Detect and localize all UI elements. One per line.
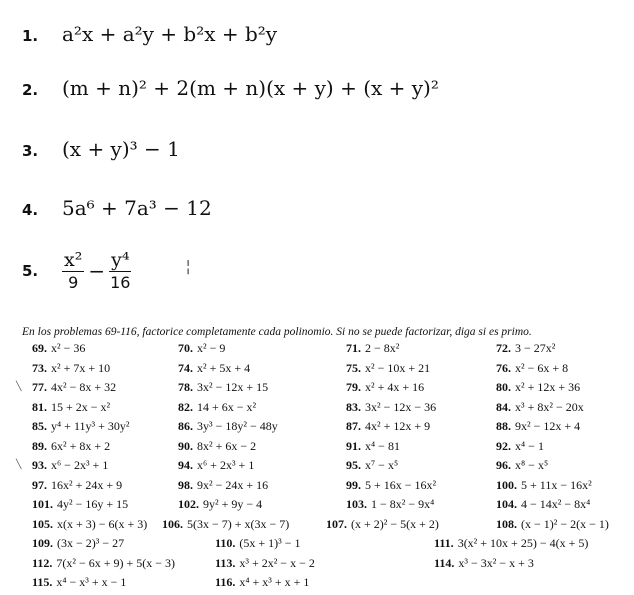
exercise-row (16, 458, 630, 478)
problem-expression: (m + n)² + 2(m + n)(x + y) + (x + y)² (62, 76, 439, 100)
exercise-expression: 14 + 6x − x² (197, 399, 257, 414)
exercise-item (496, 419, 580, 434)
exercise-item (346, 458, 398, 473)
exercise-item (32, 497, 128, 512)
exercise-number: 80. (496, 380, 511, 394)
problem-expression: 5a⁶ + 7a³ − 12 (62, 196, 212, 220)
problem-number: 2. (22, 81, 39, 99)
exercise-item (346, 478, 436, 493)
exercise-number: 85. (32, 419, 47, 433)
exercise-expression: 8x² + 6x − 2 (197, 438, 257, 453)
exercise-item (346, 361, 430, 376)
exercise-number: 104. (496, 497, 517, 511)
exercise-row (20, 400, 630, 420)
exercise-number: 87. (346, 419, 361, 433)
exercise-row (20, 361, 630, 381)
margin-mark-icon: ╲ (16, 382, 22, 392)
exercise-row (16, 380, 630, 400)
exercise-expression: 4x² − 8x + 32 (51, 380, 117, 394)
exercise-item (32, 380, 116, 395)
problem-expression: a²x + a²y + b²x + b²y (62, 22, 278, 46)
exercise-expression: (x + 2)² − 5(x + 2) (351, 516, 439, 531)
exercise-row (20, 536, 630, 556)
exercise-expression: x⁶ − 2x³ + 1 (51, 458, 109, 472)
exercise-number: 103. (346, 497, 367, 511)
exercise-number: 98. (178, 477, 193, 492)
exercise-item (496, 517, 609, 532)
exercise-expression: x² − 6x + 8 (515, 360, 569, 375)
exercise-row (20, 439, 630, 459)
exercise-number: 107. (326, 516, 347, 531)
exercise-item (178, 478, 268, 493)
exercise-number: 101. (32, 497, 53, 511)
exercise-expression: x² + 5x + 4 (197, 360, 251, 375)
exercise-expression: 3(x² + 10x + 25) − 4(x + 5) (457, 536, 589, 550)
exercise-item (32, 536, 124, 551)
problem-number: 1. (22, 27, 39, 45)
exercise-row (20, 517, 630, 537)
exercise-row (20, 478, 630, 498)
exercise-item (496, 361, 568, 376)
exercise-number: 100. (496, 477, 517, 492)
exercise-number: 105. (32, 516, 53, 531)
exercise-number: 114. (434, 555, 455, 570)
problem-1 (22, 22, 277, 46)
exercise-number: 93. (32, 458, 47, 472)
exercise-row (20, 497, 630, 517)
exercise-item (178, 400, 256, 415)
exercise-number: 115. (32, 575, 53, 589)
exercise-number: 88. (496, 419, 511, 433)
exercise-expression: 16x² + 24x + 9 (51, 477, 123, 492)
exercise-item (215, 536, 300, 551)
fraction-numerator: x² (64, 248, 83, 271)
exercise-expression: 9x² − 24x + 16 (197, 477, 269, 492)
exercise-item (496, 380, 580, 395)
exercise-item (496, 341, 555, 356)
exercise-expression: 9y² + 9y − 4 (203, 497, 263, 511)
exercise-row (20, 556, 630, 576)
exercise-item (326, 517, 439, 532)
fraction-x2-over-9 (62, 249, 84, 294)
exercise-number: 92. (496, 438, 511, 453)
exercise-number: 91. (346, 438, 361, 453)
exercise-number: 113. (215, 555, 236, 570)
exercise-expression: 4y² − 16y + 15 (57, 497, 129, 511)
exercise-item (215, 575, 309, 590)
exercise-number: 108. (496, 516, 517, 531)
exercise-item (178, 380, 268, 395)
exercise-expression: 1 − 8x² − 9x⁴ (371, 497, 435, 511)
fraction-denominator: 9 (68, 272, 79, 292)
exercise-item (178, 361, 250, 376)
fraction-y4-over-16 (109, 249, 131, 294)
exercise-number: 109. (32, 536, 53, 550)
instruction-text: En los problemas 69-116, factorice completamente cada polinomio. Si no se puede factorizar, diga si es primo. (22, 326, 532, 338)
exercise-number: 74. (178, 360, 193, 375)
exercise-expression: x⁸ − x⁵ (515, 458, 549, 472)
exercise-expression: 15 + 2x − x² (51, 399, 111, 414)
exercise-item (32, 400, 110, 415)
exercise-number: 76. (496, 360, 511, 375)
exercise-expression: x³ + 8x² − 20x (515, 399, 584, 414)
exercise-item (32, 575, 126, 590)
exercise-item (346, 380, 424, 395)
exercise-item (178, 341, 225, 356)
exercise-row (20, 575, 630, 595)
exercise-item (496, 458, 548, 473)
exercise-expression: 5 + 16x − 16x² (365, 477, 437, 492)
exercise-number: 82. (178, 399, 193, 414)
exercise-item (32, 517, 147, 532)
exercise-expression: x⁴ + x³ + x + 1 (239, 575, 310, 589)
exercise-number: 81. (32, 399, 47, 414)
problem-3 (22, 137, 180, 161)
exercise-expression: (5x + 1)³ − 1 (239, 536, 301, 550)
exercise-expression: 4 − 14x² − 8x⁴ (521, 497, 591, 511)
exercise-item (496, 439, 544, 454)
problem-2 (22, 76, 439, 100)
exercise-number: 77. (32, 380, 47, 394)
exercise-number: 89. (32, 438, 47, 453)
exercise-item (496, 497, 590, 512)
problem-number: 5. (22, 262, 39, 280)
exercise-expression: 5(3x − 7) + x(3x − 7) (187, 516, 290, 531)
exercise-item (32, 361, 110, 376)
exercise-number: 90. (178, 438, 193, 453)
exercise-item (496, 400, 584, 415)
exercise-expression: 3y³ − 18y² − 48y (197, 419, 278, 433)
exercise-expression: x⁶ + 2x³ + 1 (197, 458, 255, 472)
exercise-number: 69. (32, 341, 47, 355)
exercise-number: 102. (178, 497, 199, 511)
exercise-item (346, 400, 436, 415)
exercise-expression: x² − 10x + 21 (365, 360, 431, 375)
fraction-numerator: y⁴ (111, 248, 130, 271)
exercise-expression: x² − 9 (197, 341, 226, 355)
exercise-expression: x² + 4x + 16 (365, 380, 425, 394)
exercise-expression: x⁴ − 81 (365, 438, 400, 453)
exercise-item (496, 478, 592, 493)
exercise-item (178, 439, 256, 454)
exercise-number: 83. (346, 399, 361, 414)
exercise-item (346, 439, 400, 454)
exercise-expression: 7(x² − 6x + 9) + 5(x − 3) (56, 555, 175, 570)
exercise-item (215, 556, 315, 571)
exercise-number: 75. (346, 360, 361, 375)
exercise-item (32, 439, 110, 454)
exercise-grid (16, 341, 630, 595)
exercise-number: 70. (178, 341, 193, 355)
exercise-number: 78. (178, 380, 193, 394)
exercise-expression: x⁴ − 1 (515, 438, 544, 453)
exercise-expression: x² + 12x + 36 (515, 380, 581, 394)
exercise-number: 106. (162, 516, 183, 531)
exercise-item (178, 497, 262, 512)
exercise-expression: 4x² + 12x + 9 (365, 419, 431, 433)
exercise-expression: x² − 36 (51, 341, 86, 355)
exercise-expression: 9x² − 12x + 4 (515, 419, 581, 433)
exercise-expression: x⁷ − x⁵ (365, 458, 399, 472)
exercise-number: 116. (215, 575, 236, 589)
exercise-number: 96. (496, 458, 511, 472)
exercise-expression: x² + 7x + 10 (51, 360, 111, 375)
exercise-item (162, 517, 289, 532)
exercise-number: 94. (178, 458, 193, 472)
text-cursor-icon: ╎ (184, 260, 193, 276)
exercise-expression: (x − 1)² − 2(x − 1) (521, 516, 609, 531)
exercise-row (20, 341, 630, 361)
exercise-item (346, 341, 399, 356)
exercise-number: 97. (32, 477, 47, 492)
exercise-number: 110. (215, 536, 236, 550)
exercise-item (32, 458, 108, 473)
exercise-number: 99. (346, 477, 361, 492)
exercise-number: 95. (346, 458, 361, 472)
exercise-number: 71. (346, 341, 361, 355)
exercise-expression: 3x² − 12x − 36 (365, 399, 437, 414)
exercise-item (178, 458, 254, 473)
exercise-item (32, 341, 85, 356)
exercise-number: 111. (434, 536, 454, 550)
exercise-expression: x³ − 3x² − x + 3 (458, 555, 534, 570)
exercise-expression: 3 − 27x² (515, 341, 556, 355)
exercise-expression: x(x + 3) − 6(x + 3) (57, 516, 148, 531)
exercise-number: 86. (178, 419, 193, 433)
exercise-item (434, 536, 588, 551)
problem-4 (22, 196, 212, 220)
exercise-item (32, 419, 129, 434)
exercise-expression: x⁴ − x³ + x − 1 (56, 575, 127, 589)
problem-expression: (x + y)³ − 1 (62, 137, 180, 161)
exercise-expression: x³ + 2x² − x − 2 (239, 555, 315, 570)
exercise-expression: 5 + 11x − 16x² (521, 477, 592, 492)
exercise-item (346, 497, 434, 512)
exercise-expression: 6x² + 8x + 2 (51, 438, 111, 453)
exercise-number: 72. (496, 341, 511, 355)
exercise-item (434, 556, 534, 571)
problem-number: 3. (22, 142, 39, 160)
margin-mark-icon: ╲ (16, 460, 22, 470)
exercise-number: 73. (32, 360, 47, 375)
exercise-item (32, 556, 175, 571)
exercise-expression: 3x² − 12x + 15 (197, 380, 269, 394)
exercise-expression: (3x − 2)³ − 27 (57, 536, 125, 550)
exercise-item (346, 419, 430, 434)
problem-5 (22, 246, 131, 296)
problem-number: 4. (22, 201, 39, 219)
exercise-number: 112. (32, 555, 53, 570)
exercise-expression: y⁴ + 11y³ + 30y² (51, 419, 130, 433)
fraction-denominator: 16 (110, 272, 131, 292)
exercise-number: 84. (496, 399, 511, 414)
exercise-expression: 2 − 8x² (365, 341, 400, 355)
exercise-number: 79. (346, 380, 361, 394)
exercise-row (20, 419, 630, 439)
minus-operator: − (88, 259, 106, 283)
exercise-item (178, 419, 278, 434)
exercise-item (32, 478, 122, 493)
